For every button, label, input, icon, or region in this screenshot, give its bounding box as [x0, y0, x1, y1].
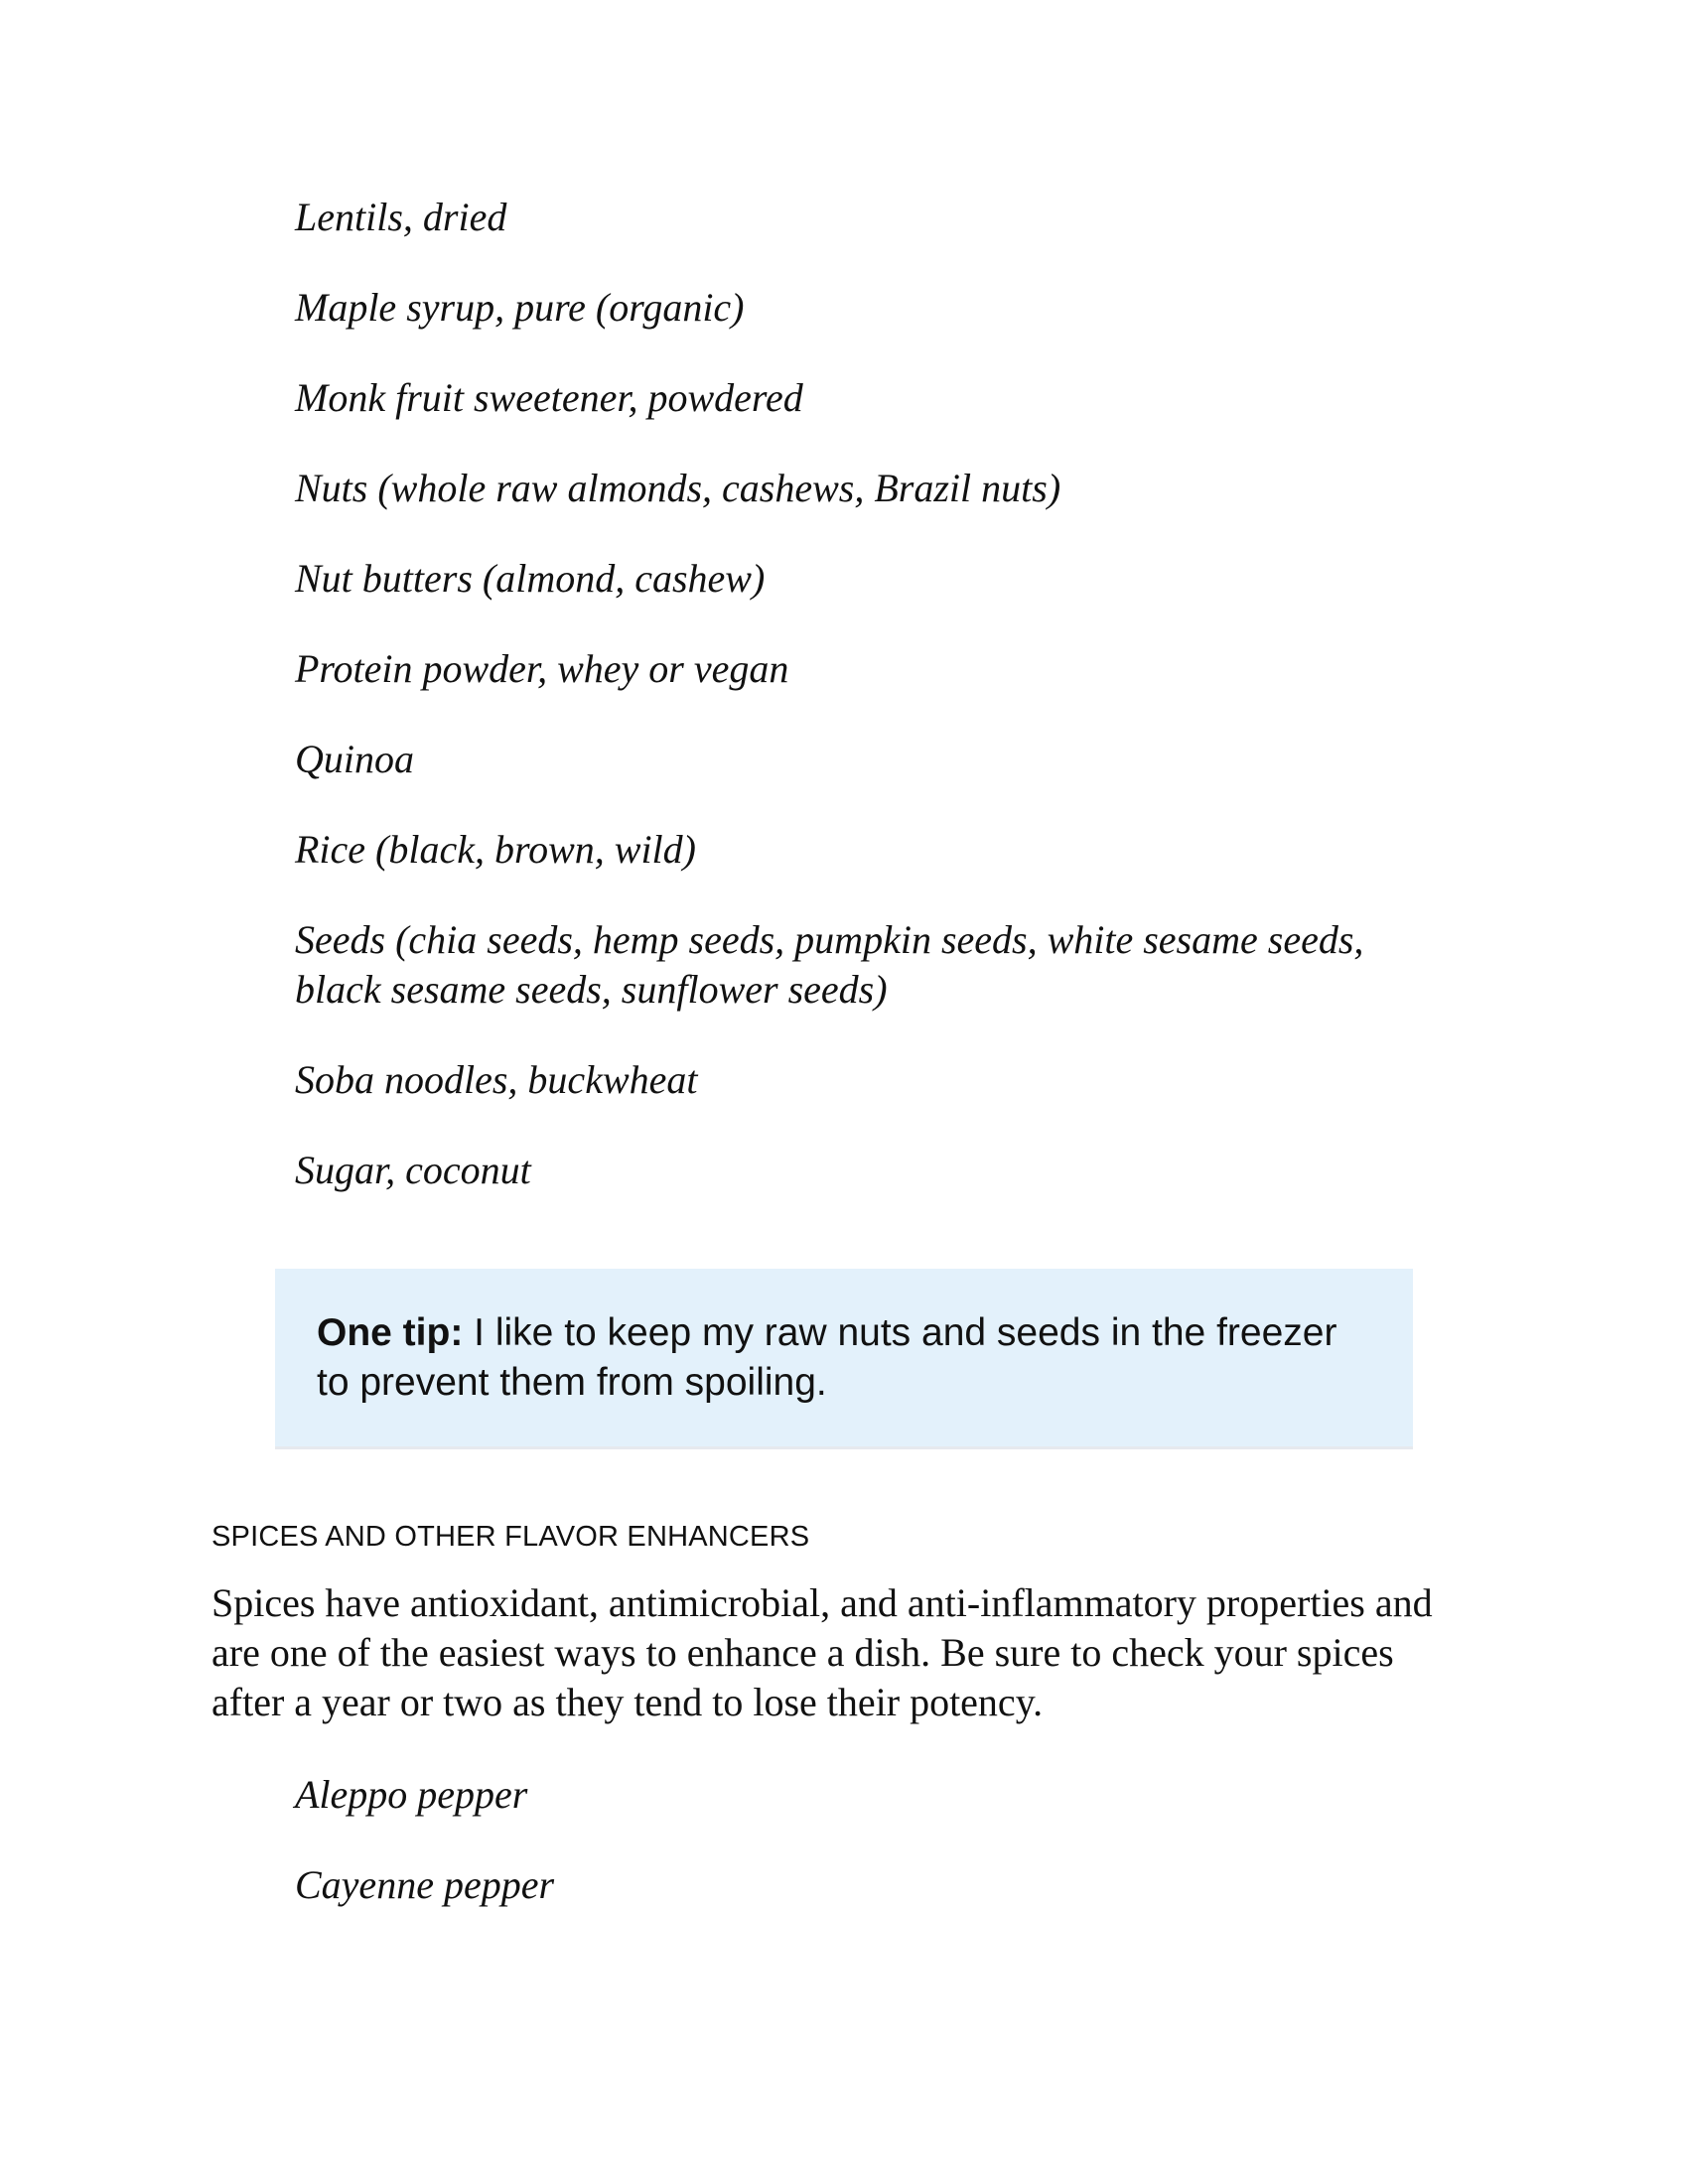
list-item: Aleppo pepper [295, 1772, 528, 1817]
tip-body: I like to keep my raw nuts and seeds in the freezer to prevent them from spoiling. [317, 1311, 1337, 1404]
list-item: Seeds (chia seeds, hemp seeds, pumpkin seeds, white sesame seeds, black sesame seeds, sunflower seeds) [295, 917, 1364, 1012]
list-item: Protein powder, whey or vegan [295, 646, 789, 691]
list-item: Maple syrup, pure (organic) [295, 285, 745, 330]
section-intro-paragraph: Spices have antioxidant, antimicrobial, and anti-inflammatory properties and are one of the easiest ways to enhance a dish. Be sure to check your spices after a year or two as they tend to lose their potency. [211, 1580, 1433, 1724]
section-heading: SPICES AND OTHER FLAVOR ENHANCERS [211, 1521, 810, 1553]
tip-callout [275, 1269, 1413, 1449]
list-item: Nut butters (almond, cashew) [295, 556, 766, 601]
tip-label: One tip: [317, 1311, 464, 1354]
tip-text [317, 1308, 1371, 1408]
list-item: Rice (black, brown, wild) [295, 827, 696, 872]
list-item: Monk fruit sweetener, powdered [295, 375, 803, 420]
list-item: Cayenne pepper [295, 1862, 555, 1907]
list-item: Nuts (whole raw almonds, cashews, Brazil nuts) [295, 466, 1061, 510]
list-item: Soba noodles, buckwheat [295, 1057, 698, 1102]
spice-item-list [295, 1770, 1427, 1951]
list-item: Sugar, coconut [295, 1148, 531, 1192]
pantry-item-list [295, 193, 1427, 1236]
list-item: Lentils, dried [295, 195, 507, 239]
list-item: Quinoa [295, 737, 414, 781]
